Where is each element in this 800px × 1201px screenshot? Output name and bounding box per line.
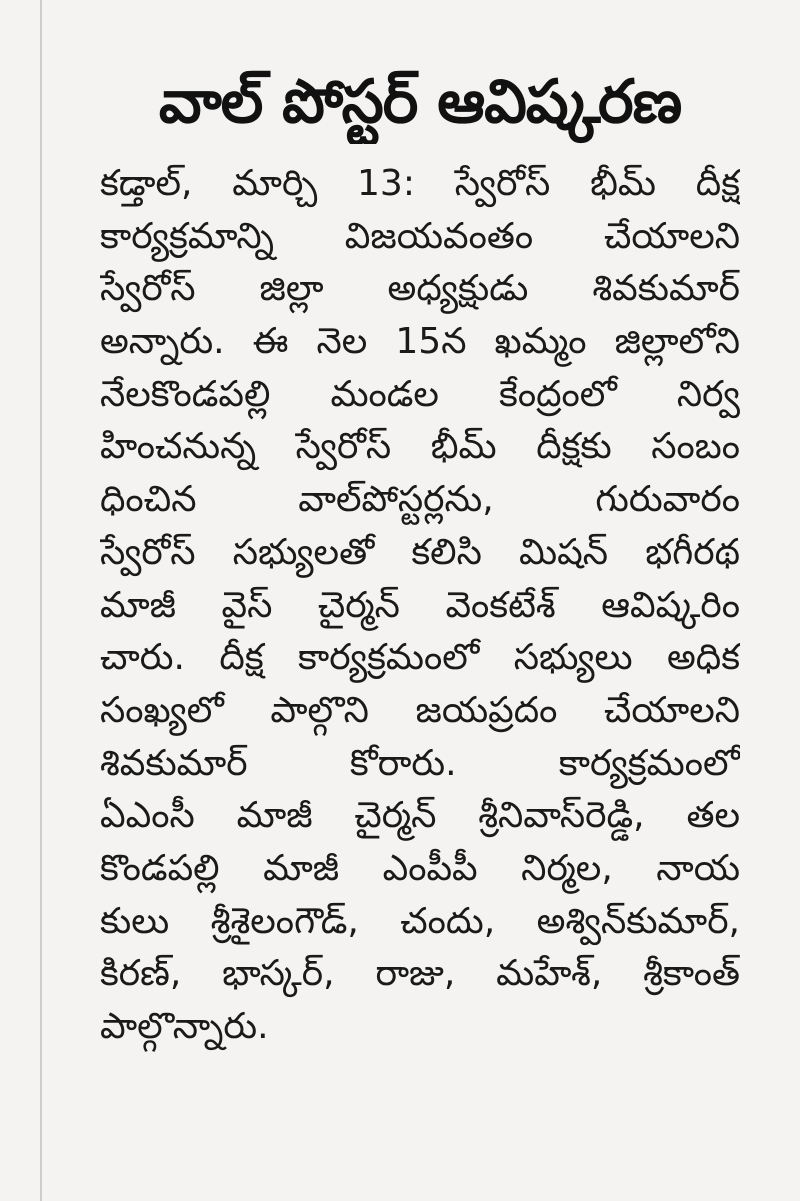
body-line: కడ్తాల్, మార్చి 13: స్వేరోస్ భీమ్ దీక్ష (100, 163, 740, 204)
body-line: చారు. దీక్ష కార్యక్రమంలో సభ్యులు అధిక (100, 637, 740, 679)
body-line: కొండపల్లి మాజీ ఎంపీపీ నిర్మల, నాయ (100, 847, 740, 889)
body-line: ధించిన వాల్‌పోస్టర్లను, గురువారం (100, 479, 740, 521)
body-line: కిరణ్, భాస్కర్, రాజు, మహేశ్, శ్రీకాంత్ (100, 953, 740, 995)
body-line: కార్యక్రమాన్ని విజయవంతం చేయాలని (100, 215, 740, 257)
body-line: సంఖ్యలో పాల్గొని జయప్రదం చేయాలని (100, 689, 740, 731)
article-body (100, 158, 740, 1054)
body-line: కులు శ్రీశైలంగౌడ్, చందు, అశ్విన్‌కుమార్, (100, 900, 740, 942)
body-line: అన్నారు. ఈ నెల 15న ఖమ్మం జిల్లాలోని (100, 321, 740, 363)
article (100, 60, 740, 1054)
body-line: మాజీ వైస్ చైర్మన్ వెంకటేశ్ ఆవిష్కరిం (100, 584, 740, 626)
body-line: హించనున్న స్వేరోస్ భీమ్ దీక్షకు సంబం (100, 426, 740, 468)
body-line-last: పాల్గొన్నారు. (100, 1006, 269, 1047)
body-line: స్వేరోస్ జిల్లా అధ్యక్షుడు శివకుమార్ (100, 268, 740, 310)
body-line: ఏఎంసీ మాజీ చైర్మన్ శ్రీనివాస్‌రెడ్డి, తల (100, 795, 740, 837)
body-line: శివకుమార్ కోరారు. కార్యక్రమంలో (100, 742, 740, 784)
page-fold-divider (40, 0, 42, 1201)
article-headline: వాల్ పోస్టర్ ఆవిష్కరణ (158, 67, 682, 137)
body-line: స్వేరోస్ సభ్యులతో కలిసి మిషన్ భగీరథ (100, 531, 740, 573)
body-line: నేలకొండపల్లి మండల కేంద్రంలో నిర్వ (100, 373, 740, 415)
